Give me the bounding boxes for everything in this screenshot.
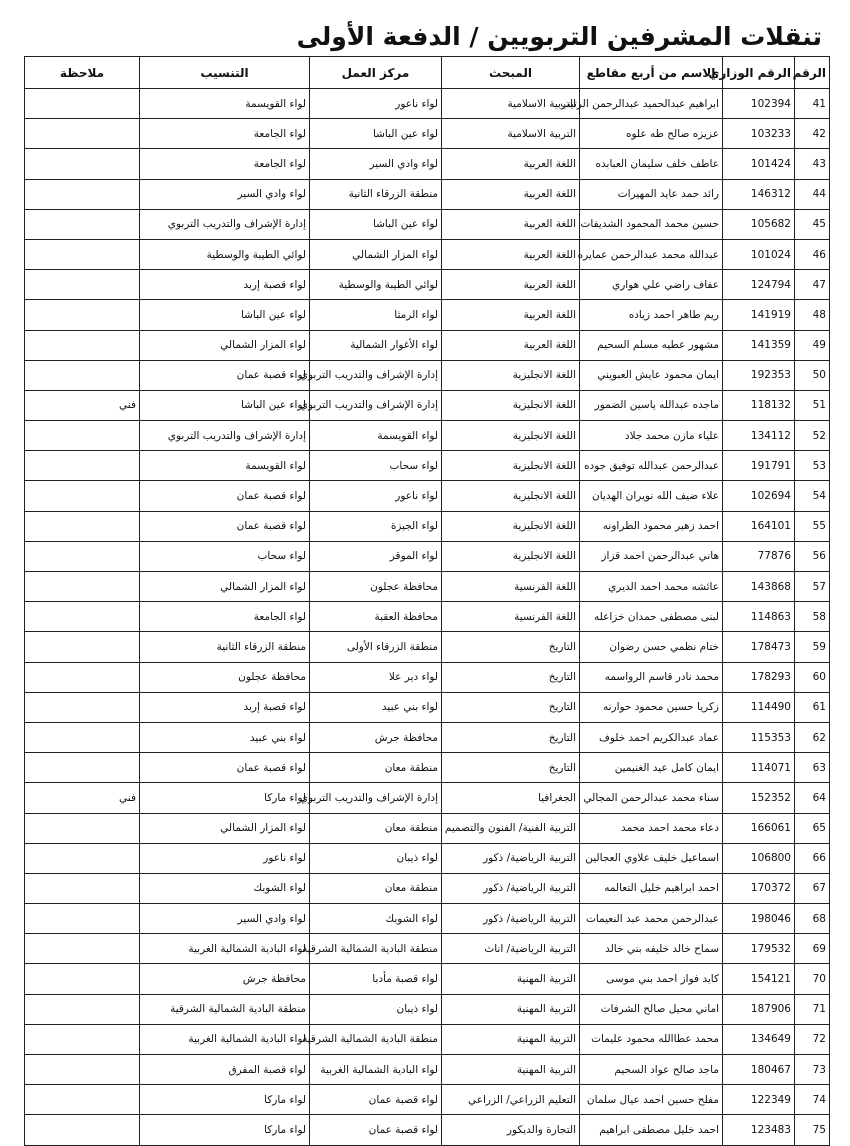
subject-cell: التربية الاسلامية [442, 119, 580, 149]
work-center-cell: لواء الأغوار الشمالية [310, 330, 442, 360]
subject-cell: اللغة الفرنسية [442, 602, 580, 632]
work-center-cell: لواء وادي السير [310, 149, 442, 179]
work-center-cell: لواء عين الباشا [310, 209, 442, 239]
assignment-cell: لواء قصبة عمان [140, 511, 310, 541]
table-row [25, 270, 830, 300]
subject-cell: التاريخ [442, 632, 580, 662]
subject-cell: اللغة الانجليزية [442, 541, 580, 571]
table-header-row [25, 57, 830, 89]
work-center-cell: لواء الرمثا [310, 300, 442, 330]
table-row [25, 179, 830, 209]
header-subject: المبحث [442, 57, 580, 89]
subject-cell: اللغة الفرنسية [442, 572, 580, 602]
subject-cell: الجغرافيا [442, 783, 580, 813]
assignment-cell: لواء سحاب [140, 541, 310, 571]
subject-cell: اللغة الانجليزية [442, 451, 580, 481]
row-number-cell: 58 [795, 602, 830, 632]
table-row [25, 904, 830, 934]
table-row [25, 149, 830, 179]
work-center-cell: لواء قصبة مأدبا [310, 964, 442, 994]
work-center-cell: محافظة جرش [310, 722, 442, 752]
table-row [25, 572, 830, 602]
note-cell [25, 813, 140, 843]
assignment-cell: لوائي الطيبة والوسطية [140, 239, 310, 269]
work-center-cell: لواء القويسمة [310, 421, 442, 451]
work-center-cell: لواء قصبة عمان [310, 1115, 442, 1145]
note-cell [25, 270, 140, 300]
note-cell [25, 89, 140, 119]
row-number-cell: 46 [795, 239, 830, 269]
table-row [25, 843, 830, 873]
note-cell [25, 722, 140, 752]
assignment-cell: لواء وادي السير [140, 179, 310, 209]
work-center-cell: منطقة الزرقاء الثانية [310, 179, 442, 209]
header-name: الاسم من أربع مقاطع [580, 57, 723, 89]
employee-name-cell: ختام نظمي حسن رضوان [580, 632, 723, 662]
table-row [25, 602, 830, 632]
assignment-cell: لواء الشوبك [140, 873, 310, 903]
subject-cell: اللغة العربية [442, 239, 580, 269]
assignment-cell: لواء ماركا [140, 1115, 310, 1145]
row-number-cell: 51 [795, 390, 830, 420]
note-cell [25, 632, 140, 662]
work-center-cell: لواء سحاب [310, 451, 442, 481]
row-number-cell: 47 [795, 270, 830, 300]
table-row [25, 421, 830, 451]
row-number-cell: 44 [795, 179, 830, 209]
ministry-id-cell: 146312 [723, 179, 795, 209]
table-row [25, 300, 830, 330]
work-center-cell: لواء الموقر [310, 541, 442, 571]
ministry-id-cell: 122349 [723, 1085, 795, 1115]
employee-name-cell: احمد زهير محمود الطراونه [580, 511, 723, 541]
employee-name-cell: عاطف خلف سليمان العبابده [580, 149, 723, 179]
note-cell [25, 300, 140, 330]
table-row [25, 330, 830, 360]
subject-cell: التجارة والديكور [442, 1115, 580, 1145]
note-cell [25, 843, 140, 873]
employee-name-cell: محمد نادر قاسم الرواسمه [580, 662, 723, 692]
employee-name-cell: سناء محمد عبدالرحمن المجالي [580, 783, 723, 813]
assignment-cell: لواء الجامعة [140, 119, 310, 149]
note-cell [25, 873, 140, 903]
ministry-id-cell: 102694 [723, 481, 795, 511]
assignment-cell: لواء الجامعة [140, 602, 310, 632]
note-cell [25, 239, 140, 269]
row-number-cell: 61 [795, 692, 830, 722]
ministry-id-cell: 166061 [723, 813, 795, 843]
ministry-id-cell: 101024 [723, 239, 795, 269]
subject-cell: التربية الرياضية/ ذكور [442, 904, 580, 934]
assignment-cell: لواء قصبة عمان [140, 481, 310, 511]
subject-cell: اللغة العربية [442, 149, 580, 179]
subject-cell: اللغة الانجليزية [442, 511, 580, 541]
table-row [25, 632, 830, 662]
employee-name-cell: ريم طاهر احمد زياده [580, 300, 723, 330]
assignment-cell: لواء الجامعة [140, 149, 310, 179]
subject-cell: التربية الرياضية/ ذكور [442, 843, 580, 873]
row-number-cell: 60 [795, 662, 830, 692]
subject-cell: اللغة العربية [442, 179, 580, 209]
subject-cell: التاريخ [442, 662, 580, 692]
note-cell [25, 904, 140, 934]
ministry-id-cell: 103233 [723, 119, 795, 149]
table-row [25, 1115, 830, 1145]
row-number-cell: 69 [795, 934, 830, 964]
table-row [25, 481, 830, 511]
employee-name-cell: رائد حمد عايد المهيرات [580, 179, 723, 209]
employee-name-cell: مفلح حسين احمد عيال سلمان [580, 1085, 723, 1115]
note-cell [25, 662, 140, 692]
employee-name-cell: ابراهيم عبدالحميد عبدالرحمن الرتيب [580, 89, 723, 119]
assignment-cell: منطقة البادية الشمالية الشرقية [140, 994, 310, 1024]
table-row [25, 662, 830, 692]
note-cell [25, 692, 140, 722]
ministry-id-cell: 134649 [723, 1024, 795, 1054]
table-row [25, 783, 830, 813]
employee-name-cell: عماد عبدالكريم احمد خلوف [580, 722, 723, 752]
ministry-id-cell: 180467 [723, 1055, 795, 1085]
employee-name-cell: علاء ضيف الله نويران الهديان [580, 481, 723, 511]
note-cell [25, 572, 140, 602]
ministry-id-cell: 178293 [723, 662, 795, 692]
note-cell [25, 511, 140, 541]
note-cell [25, 1085, 140, 1115]
employee-name-cell: علياء مازن محمد جلاد [580, 421, 723, 451]
subject-cell: التربية المهنية [442, 1055, 580, 1085]
ministry-id-cell: 154121 [723, 964, 795, 994]
header-ministry-id: الرقم الوزاري [723, 57, 795, 89]
row-number-cell: 64 [795, 783, 830, 813]
employee-name-cell: زكريا حسين محمود حوارنه [580, 692, 723, 722]
assignment-cell: لواء قصبة المفرق [140, 1055, 310, 1085]
note-cell [25, 964, 140, 994]
work-center-cell: لواء البادية الشمالية الغربية [310, 1055, 442, 1085]
table-row [25, 1055, 830, 1085]
note-cell [25, 541, 140, 571]
page-title: تنقلات المشرفين التربويين / الدفعة الأولى [296, 22, 822, 51]
subject-cell: اللغة الانجليزية [442, 360, 580, 390]
assignment-cell: لواء المزار الشمالي [140, 813, 310, 843]
assignment-cell: لواء ماركا [140, 1085, 310, 1115]
assignment-cell: لواء القويسمة [140, 451, 310, 481]
assignment-cell: لواء قصبة إربد [140, 270, 310, 300]
row-number-cell: 62 [795, 722, 830, 752]
ministry-id-cell: 141919 [723, 300, 795, 330]
work-center-cell: منطقة معان [310, 873, 442, 903]
subject-cell: اللغة الانجليزية [442, 390, 580, 420]
table-row [25, 119, 830, 149]
employee-name-cell: احمد ابراهيم خليل التعالمه [580, 873, 723, 903]
assignment-cell: لواء ناعور [140, 843, 310, 873]
assignment-cell: لواء بني عبيد [140, 722, 310, 752]
table-row [25, 511, 830, 541]
assignment-cell: لواء عين الباشا [140, 300, 310, 330]
table-row [25, 1085, 830, 1115]
assignment-cell: لواء المزار الشمالي [140, 330, 310, 360]
note-cell [25, 179, 140, 209]
table-row [25, 360, 830, 390]
note-cell [25, 602, 140, 632]
row-number-cell: 45 [795, 209, 830, 239]
table-row [25, 89, 830, 119]
employee-name-cell: اماني محيل صالح الشرفات [580, 994, 723, 1024]
row-number-cell: 75 [795, 1115, 830, 1145]
ministry-id-cell: 134112 [723, 421, 795, 451]
subject-cell: التربية المهنية [442, 964, 580, 994]
note-cell [25, 753, 140, 783]
row-number-cell: 49 [795, 330, 830, 360]
employee-name-cell: لبنى مصطفى حمدان خزاعله [580, 602, 723, 632]
assignment-cell: لواء البادية الشمالية الغربية [140, 934, 310, 964]
work-center-cell: لواء ذيبان [310, 994, 442, 1024]
ministry-id-cell: 114863 [723, 602, 795, 632]
row-number-cell: 54 [795, 481, 830, 511]
note-cell [25, 149, 140, 179]
work-center-cell: لواء بني عبيد [310, 692, 442, 722]
subject-cell: اللغة العربية [442, 300, 580, 330]
ministry-id-cell: 152352 [723, 783, 795, 813]
employee-name-cell: ماجده عبدالله ياسين الضمور [580, 390, 723, 420]
work-center-cell: محافظة عجلون [310, 572, 442, 602]
ministry-id-cell: 101424 [723, 149, 795, 179]
subject-cell: اللغة العربية [442, 209, 580, 239]
work-center-cell: لوائي الطيبة والوسطية [310, 270, 442, 300]
header-assignment: التنسيب [140, 57, 310, 89]
employee-name-cell: ايمان كامل عيد الغنيمين [580, 753, 723, 783]
work-center-cell: منطقة البادية الشمالية الشرقية [310, 934, 442, 964]
employee-name-cell: عائشه محمد احمد الديري [580, 572, 723, 602]
row-number-cell: 53 [795, 451, 830, 481]
row-number-cell: 42 [795, 119, 830, 149]
assignment-cell: إدارة الإشراف والتدريب التربوي [140, 209, 310, 239]
employee-name-cell: اسماعيل خليف علاوي العجالين [580, 843, 723, 873]
ministry-id-cell: 102394 [723, 89, 795, 119]
ministry-id-cell: 118132 [723, 390, 795, 420]
assignment-cell: لواء البادية الشمالية الغربية [140, 1024, 310, 1054]
work-center-cell: لواء المزار الشمالي [310, 239, 442, 269]
row-number-cell: 66 [795, 843, 830, 873]
row-number-cell: 68 [795, 904, 830, 934]
table-row [25, 239, 830, 269]
ministry-id-cell: 141359 [723, 330, 795, 360]
note-cell [25, 451, 140, 481]
subject-cell: اللغة الانجليزية [442, 481, 580, 511]
row-number-cell: 56 [795, 541, 830, 571]
subject-cell: التربية الاسلامية [442, 89, 580, 119]
work-center-cell: لواء عين الباشا [310, 119, 442, 149]
ministry-id-cell: 114490 [723, 692, 795, 722]
row-number-cell: 74 [795, 1085, 830, 1115]
row-number-cell: 72 [795, 1024, 830, 1054]
assignment-cell: لواء عين الباشا [140, 390, 310, 420]
row-number-cell: 52 [795, 421, 830, 451]
assignment-cell: لواء قصبة عمان [140, 753, 310, 783]
table-row [25, 813, 830, 843]
ministry-id-cell: 191791 [723, 451, 795, 481]
employee-name-cell: ماجد صالح عواد السحيم [580, 1055, 723, 1085]
work-center-cell: منطقة الزرقاء الأولى [310, 632, 442, 662]
ministry-id-cell: 124794 [723, 270, 795, 300]
row-number-cell: 57 [795, 572, 830, 602]
header-work-center: مركز العمل [310, 57, 442, 89]
work-center-cell: منطقة البادية الشمالية الشرقية [310, 1024, 442, 1054]
ministry-id-cell: 170372 [723, 873, 795, 903]
table-row [25, 209, 830, 239]
note-cell [25, 360, 140, 390]
work-center-cell: لواء ناعور [310, 89, 442, 119]
employee-name-cell: هاني عبدالرحمن احمد قزاز [580, 541, 723, 571]
employee-name-cell: عزيزه صالح طه علوه [580, 119, 723, 149]
row-number-cell: 48 [795, 300, 830, 330]
ministry-id-cell: 77876 [723, 541, 795, 571]
work-center-cell: إدارة الإشراف والتدريب التربوي [310, 390, 442, 420]
assignment-cell: لواء قصبة عمان [140, 360, 310, 390]
ministry-id-cell: 192353 [723, 360, 795, 390]
row-number-cell: 63 [795, 753, 830, 783]
row-number-cell: 41 [795, 89, 830, 119]
ministry-id-cell: 115353 [723, 722, 795, 752]
row-number-cell: 73 [795, 1055, 830, 1085]
table-row [25, 451, 830, 481]
row-number-cell: 71 [795, 994, 830, 1024]
assignment-cell: محافظة جرش [140, 964, 310, 994]
note-cell [25, 330, 140, 360]
ministry-id-cell: 178473 [723, 632, 795, 662]
subject-cell: التعليم الزراعي/ الزراعي [442, 1085, 580, 1115]
ministry-id-cell: 179532 [723, 934, 795, 964]
transfers-table [24, 56, 830, 1146]
table-row [25, 753, 830, 783]
note-cell: فني [25, 390, 140, 420]
header-num: الرقم [795, 57, 830, 89]
subject-cell: التاريخ [442, 722, 580, 752]
work-center-cell: لواء الشوبك [310, 904, 442, 934]
assignment-cell: لواء وادي السير [140, 904, 310, 934]
row-number-cell: 43 [795, 149, 830, 179]
ministry-id-cell: 123483 [723, 1115, 795, 1145]
subject-cell: اللغة الانجليزية [442, 421, 580, 451]
header-note: ملاحظة [25, 57, 140, 89]
employee-name-cell: عبدالله محمد عبدالرحمن عمايره [580, 239, 723, 269]
employee-name-cell: حسين محمد المحمود الشديفات [580, 209, 723, 239]
assignment-cell: لواء القويسمة [140, 89, 310, 119]
ministry-id-cell: 106800 [723, 843, 795, 873]
subject-cell: اللغة العربية [442, 330, 580, 360]
ministry-id-cell: 187906 [723, 994, 795, 1024]
ministry-id-cell: 105682 [723, 209, 795, 239]
subject-cell: اللغة العربية [442, 270, 580, 300]
work-center-cell: لواء ناعور [310, 481, 442, 511]
subject-cell: التربية المهنية [442, 994, 580, 1024]
table-row [25, 994, 830, 1024]
table-row [25, 1024, 830, 1054]
work-center-cell: لواء ذيبان [310, 843, 442, 873]
subject-cell: التاريخ [442, 692, 580, 722]
employee-name-cell: عبدالرحمن محمد عبد النعيمات [580, 904, 723, 934]
note-cell [25, 1115, 140, 1145]
assignment-cell: لواء المزار الشمالي [140, 572, 310, 602]
work-center-cell: منطقة معان [310, 753, 442, 783]
employee-name-cell: كايد فواز احمد بني موسى [580, 964, 723, 994]
ministry-id-cell: 198046 [723, 904, 795, 934]
table-body [25, 89, 830, 1146]
subject-cell: التربية الرياضية/ اناث [442, 934, 580, 964]
ministry-id-cell: 164101 [723, 511, 795, 541]
work-center-cell: لواء الجيزة [310, 511, 442, 541]
table-row [25, 390, 830, 420]
work-center-cell: إدارة الإشراف والتدريب التربوي [310, 783, 442, 813]
subject-cell: التربية المهنية [442, 1024, 580, 1054]
note-cell [25, 421, 140, 451]
ministry-id-cell: 143868 [723, 572, 795, 602]
table-row [25, 722, 830, 752]
employee-name-cell: احمد خليل مصطفى ابراهيم [580, 1115, 723, 1145]
subject-cell: التربية الفنية/ الفنون والتصميم [442, 813, 580, 843]
row-number-cell: 55 [795, 511, 830, 541]
assignment-cell: لواء ماركا [140, 783, 310, 813]
employee-name-cell: مشهور عطيه مسلم السحيم [580, 330, 723, 360]
employee-name-cell: دعاء محمد احمد محمد [580, 813, 723, 843]
note-cell [25, 209, 140, 239]
employee-name-cell: محمد عطاالله محمود عليمات [580, 1024, 723, 1054]
ministry-id-cell: 114071 [723, 753, 795, 783]
work-center-cell: لواء قصبة عمان [310, 1085, 442, 1115]
employee-name-cell: عفاف راضي علي هواري [580, 270, 723, 300]
table-row [25, 934, 830, 964]
note-cell [25, 1024, 140, 1054]
row-number-cell: 67 [795, 873, 830, 903]
work-center-cell: منطقة معان [310, 813, 442, 843]
note-cell [25, 1055, 140, 1085]
row-number-cell: 59 [795, 632, 830, 662]
assignment-cell: لواء قصبة إربد [140, 692, 310, 722]
assignment-cell: إدارة الإشراف والتدريب التربوي [140, 421, 310, 451]
row-number-cell: 65 [795, 813, 830, 843]
note-cell [25, 934, 140, 964]
note-cell: فني [25, 783, 140, 813]
table-row [25, 541, 830, 571]
employee-name-cell: سماح خالد خليفه بني خالد [580, 934, 723, 964]
row-number-cell: 70 [795, 964, 830, 994]
subject-cell: التاريخ [442, 753, 580, 783]
note-cell [25, 994, 140, 1024]
assignment-cell: محافظة عجلون [140, 662, 310, 692]
assignment-cell: منطقة الزرقاء الثانية [140, 632, 310, 662]
employee-name-cell: عبدالرحمن عبدالله توفيق جوده [580, 451, 723, 481]
work-center-cell: إدارة الإشراف والتدريب التربوي [310, 360, 442, 390]
subject-cell: التربية الرياضية/ ذكور [442, 873, 580, 903]
work-center-cell: لواء دير علا [310, 662, 442, 692]
note-cell [25, 481, 140, 511]
table-row [25, 964, 830, 994]
employee-name-cell: ايمان محمود عايش العبويني [580, 360, 723, 390]
work-center-cell: محافظة العقبة [310, 602, 442, 632]
table-row [25, 692, 830, 722]
table-row [25, 873, 830, 903]
row-number-cell: 50 [795, 360, 830, 390]
note-cell [25, 119, 140, 149]
